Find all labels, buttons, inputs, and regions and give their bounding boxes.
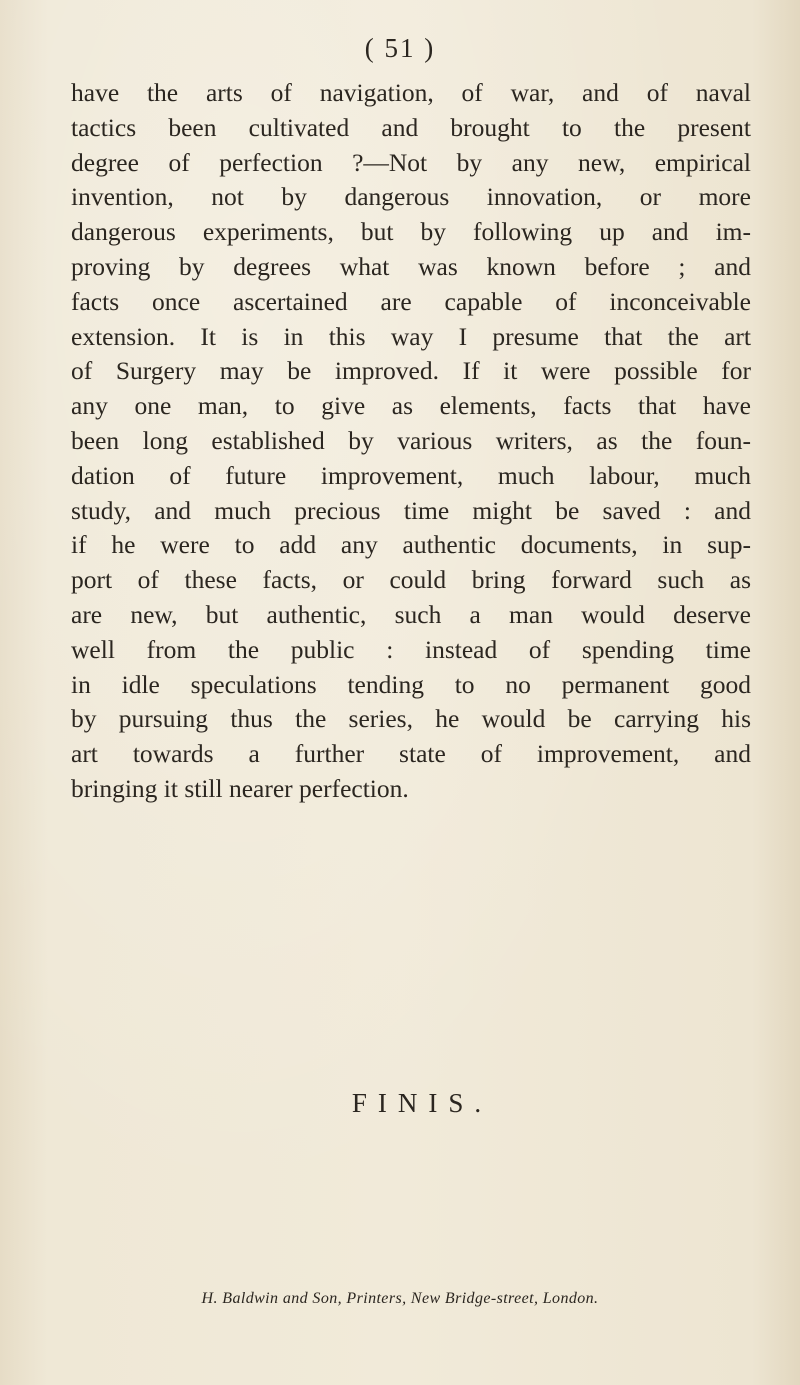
text-line: if he were to add any authentic documents, in sup- bbox=[71, 530, 751, 560]
body-text bbox=[71, 76, 751, 807]
text-line: art towards a further state of improvement, and bbox=[71, 739, 751, 769]
text-line: invention, not by dangerous innovation, or more bbox=[71, 182, 751, 212]
text-line: proving by degrees what was known before ; and bbox=[71, 251, 751, 281]
text-line: by pursuing thus the series, he would be carrying his bbox=[71, 704, 751, 734]
text-line: dation of future improvement, much labour, much bbox=[71, 460, 751, 490]
text-line: of Surgery may be improved. If it were possible for bbox=[71, 356, 751, 386]
text-line: have the arts of navigation, of war, and of naval bbox=[71, 78, 751, 107]
text-line: study, and much precious time might be saved : and bbox=[71, 495, 751, 525]
text-line: been long established by various writers, as the foun- bbox=[71, 425, 751, 455]
text-line: bringing it still nearer perfection. bbox=[71, 773, 409, 803]
finis-heading: FINIS. bbox=[351, 1088, 493, 1118]
text-line: are new, but authentic, such a man would deserve bbox=[71, 599, 751, 629]
text-line: well from the public : instead of spending time bbox=[71, 634, 751, 664]
text-line: extension. It is in this way I presume that the art bbox=[71, 321, 751, 351]
text-line: in idle speculations tending to no permanent good bbox=[71, 669, 751, 699]
text-line: port of these facts, or could bring forward such as bbox=[71, 565, 751, 595]
text-line: facts once ascertained are capable of inconceivable bbox=[71, 286, 751, 316]
printer-imprint: H. Baldwin and Son, Printers, New Bridge-street, London. bbox=[201, 1290, 599, 1307]
text-line: degree of perfection ?—Not by any new, empirical bbox=[71, 147, 751, 177]
text-line: tactics been cultivated and brought to the present bbox=[71, 112, 751, 142]
text-line: any one man, to give as elements, facts that have bbox=[71, 391, 751, 421]
page-number: ( 51 ) bbox=[364, 33, 436, 63]
text-line: dangerous experiments, but by following up and im- bbox=[71, 217, 751, 247]
